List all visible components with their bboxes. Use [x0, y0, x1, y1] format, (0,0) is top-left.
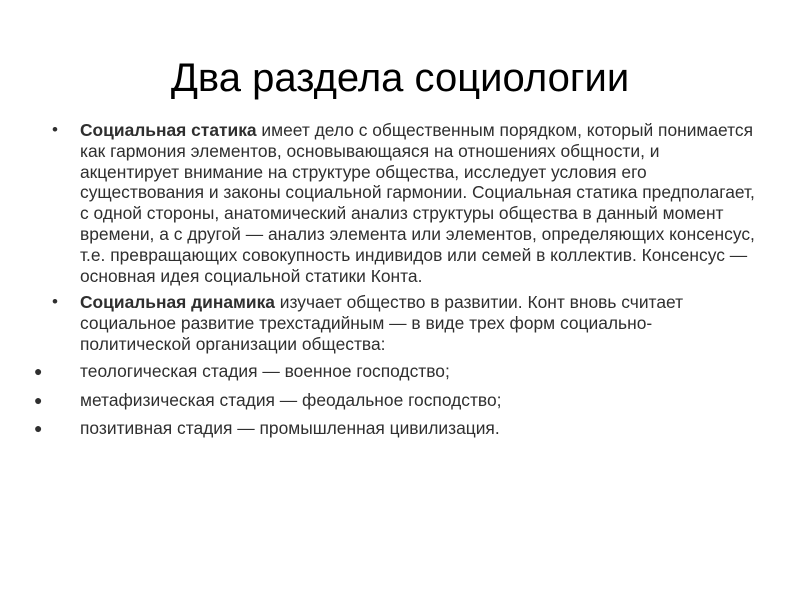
- bullet-social-statics: [48, 120, 760, 286]
- stage-theological-text: теологическая стадия — военное господство;: [80, 360, 450, 381]
- slide-body: [34, 120, 760, 447]
- sub-bullet-icon: ●: [34, 391, 43, 408]
- social-dynamics-text: изучает общество в развитии. Конт вновь считает социальное развитие трехстадийным — в виде трех форм социально-политической организации общества:: [80, 292, 684, 354]
- bullet-social-dynamics: [48, 292, 760, 354]
- stage-theological: [34, 360, 760, 382]
- bullet-icon: •: [52, 292, 58, 312]
- sub-bullet-icon: ●: [34, 420, 43, 437]
- term-social-dynamics: Социальная динамика: [80, 292, 275, 313]
- term-social-statics: Социальная статика: [80, 120, 257, 140]
- slide-title: Два раздела социологии: [170, 56, 630, 100]
- bullet-icon: •: [52, 120, 58, 139]
- sub-bullet-icon: ●: [34, 362, 43, 379]
- stages-list: [34, 360, 760, 439]
- social-statics-text: имеет дело с общественным порядком, который понимается как гармония элементов, основывающаяся на отношениях общности, и акцентирует внимание на структуре общества, исследует условия его существования и законы социальной гармонии. Социальная статика предполагает, с одной стороны, анатомический анализ структуры общества в данный момент времени, а с другой — анализ элемента или элементов, определяющих консенсус, т.е. превращающих совокупность индивидов или семей в коллектив. Консенсус — основная идея социальной статики Конта.: [80, 120, 755, 286]
- stage-metaphysical: [34, 389, 760, 411]
- stage-metaphysical-text: метафизическая стадия — феодальное господство;: [80, 389, 502, 410]
- stage-positive-text: позитивная стадия — промышленная цивилизация.: [80, 418, 500, 439]
- stage-positive: [34, 418, 760, 439]
